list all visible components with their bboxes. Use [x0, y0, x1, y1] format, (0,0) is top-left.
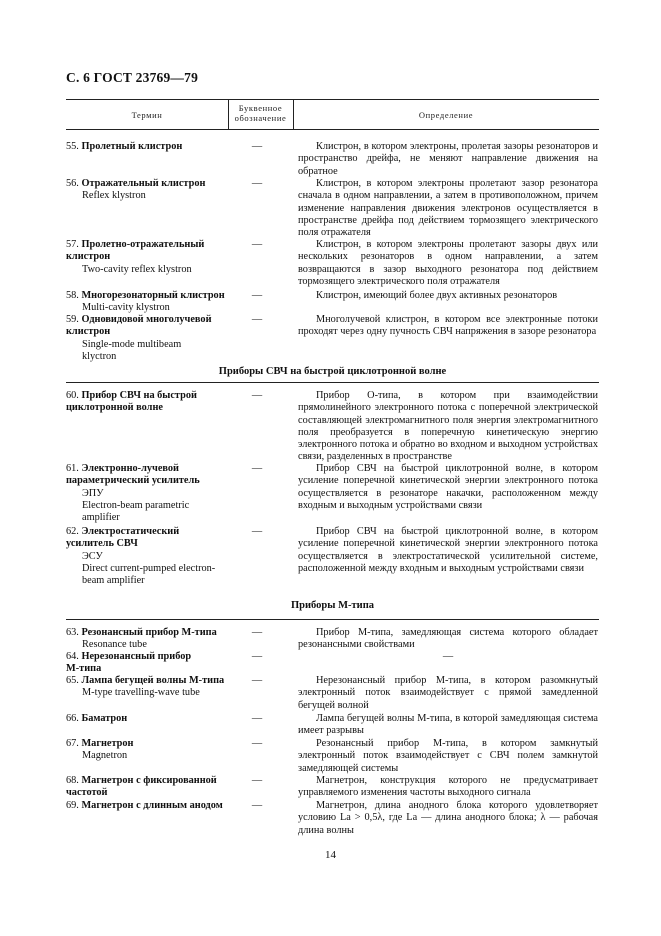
- term-english: Reflex klystron: [82, 190, 146, 202]
- abbr-value: —: [251, 775, 263, 786]
- column-header-definition: Определение: [418, 110, 474, 120]
- term-definition: Клистрон, в котором электроны пролетают зазор резонатора сначала в одном направлении, а затем в противоположном, причем изменение направления движения электронов осуществляется в пространстве дрейфа под действием тормозящего электрического поля отражателя: [298, 178, 598, 239]
- term-definition: Многолучевой клистрон, в котором все электронные потоки проходят через одну пучность СВЧ напряжения в зазоре резонатора: [298, 314, 598, 338]
- term-name: Нерезонансный прибор М-типа: [66, 651, 192, 675]
- term-english: M-type travelling-wave tube: [82, 687, 200, 699]
- term-name: Пролетно-отражательный клистрон: [66, 239, 205, 263]
- term-name: Магнетрон с фиксированной частотой: [66, 775, 217, 799]
- abbr-value: —: [251, 463, 263, 474]
- term-name: Баматрон: [81, 713, 128, 724]
- abbr-value: —: [251, 290, 263, 301]
- term-name: Электронно-лучевой параметрический усилитель: [66, 463, 200, 487]
- column-header-abbr: Буквенное обозначение: [234, 103, 287, 123]
- abbr-value: —: [251, 526, 263, 537]
- term-name: Прибор СВЧ на быстрой циклотронной волне: [66, 390, 197, 414]
- term-definition: Лампа бегущей волны М-типа, в которой замедляющая система имеет разрывы: [298, 713, 598, 737]
- term-definition: —: [442, 651, 454, 662]
- term-definition: Прибор М-типа, замедляющая система которого обладает резонансными свойствами: [298, 627, 598, 651]
- term-definition: Нерезонансный прибор М-типа, в котором разомкнутый электронный поток взаимодействует с прямой замедленной бегущей волной: [298, 675, 598, 711]
- term-english: ЭПУ Electron-beam parametric amplifier: [82, 487, 190, 524]
- term-name: Пролетный клистрон: [81, 141, 183, 152]
- term-definition: Клистрон, в котором электроны пролетают зазоры двух или нескольких резонаторов в одном направлении, а затем возвращаются в зазор выходного резонатора под действием тормозящего электрического поля отражателя: [298, 239, 598, 287]
- section-rule: [66, 382, 599, 383]
- term-name: Магнетрон с длинным анодом: [81, 800, 223, 811]
- term-english: Resonance tube: [82, 639, 147, 651]
- term-english: ЭСУ Direct current-pumped electron-beam amplifier: [82, 550, 216, 587]
- section-rule: [66, 619, 599, 620]
- abbr-value: —: [251, 239, 263, 250]
- section-heading: Приборы СВЧ на быстрой циклотронной волне: [218, 366, 447, 377]
- term-name: Отражательный клистрон: [81, 178, 206, 189]
- table-header-rule: [66, 129, 599, 130]
- term-definition: Клистрон, в котором электроны, пролетая зазоры резонаторов и пространство дрейфа, не меняют направление движения на обратное: [298, 141, 598, 177]
- term-definition: Прибор СВЧ на быстрой циклотронной волне, в котором усиление поперечной кинетической энергии электронного потока осуществляется в электростатической усилительной системе, расположенной между входным и выходным устройствами связи: [298, 526, 598, 574]
- table-top-rule: [66, 99, 599, 100]
- term-definition: Магнетрон, конструкция которого не предусматривает управляемого изменения частоты выходного сигнала: [298, 775, 598, 799]
- term-name: Электростатический усилитель СВЧ: [66, 526, 180, 550]
- abbr-value: —: [251, 675, 263, 686]
- term-name: Одновидовой многолучевой клистрон: [66, 314, 212, 338]
- term-name: Резонансный прибор М-типа: [81, 627, 217, 638]
- abbr-value: —: [251, 800, 263, 811]
- term-definition: Прибор СВЧ на быстрой циклотронной волне, в котором усиление поперечной кинетической энергии электронного потока осуществляется в резонаторе накачки, расположенном между входным и выходным устройствами связи: [298, 463, 598, 511]
- term-definition: Магнетрон, длина анодного блока которого удовлетворяет условию Lа > 0,5λ, где Lа — длина анодного блока; λ — рабочая длина волны: [298, 800, 598, 836]
- abbr-value: —: [251, 651, 263, 662]
- abbr-value: —: [251, 390, 263, 401]
- section-heading: Приборы М-типа: [291, 600, 374, 611]
- term-name: Магнетрон: [81, 738, 134, 749]
- page-header: С. 6 ГОСТ 23769—79: [66, 70, 199, 85]
- page-number: 14: [325, 849, 336, 861]
- column-header-term: Термин: [131, 110, 163, 120]
- term-name: Лампа бегущей волны М-типа: [81, 675, 225, 686]
- abbr-value: —: [251, 627, 263, 638]
- term-english: Magnetron: [82, 750, 128, 762]
- term-definition: Клистрон, имеющий более двух активных резонаторов: [316, 290, 558, 301]
- abbr-value: —: [251, 178, 263, 189]
- abbr-value: —: [251, 314, 263, 325]
- abbr-value: —: [251, 141, 263, 152]
- abbr-value: —: [251, 713, 263, 724]
- term-definition: Резонансный прибор М-типа, в котором замкнутый электронный поток взаимодействует с СВЧ полем замкнутой замедляющей системы: [298, 738, 598, 774]
- abbr-value: —: [251, 738, 263, 749]
- term-english: Single-mode multibeam klyctron: [82, 338, 182, 362]
- term-definition: Прибор О-типа, в котором при взаимодействии прямолинейного электронного потока с поперечной электрической составляющей электромагнитного поля энергия электромагнитного поля преобразуется в поперечную кинетическую энергию электронного потока и обратно во входном и выходном устройствах связи, разделенных в пространстве: [298, 390, 598, 463]
- term-name: Многорезонаторный клистрон: [81, 290, 225, 301]
- term-english: Two-cavity reflex klystron: [82, 263, 192, 275]
- term-english: Multi-cavity klystron: [82, 302, 170, 314]
